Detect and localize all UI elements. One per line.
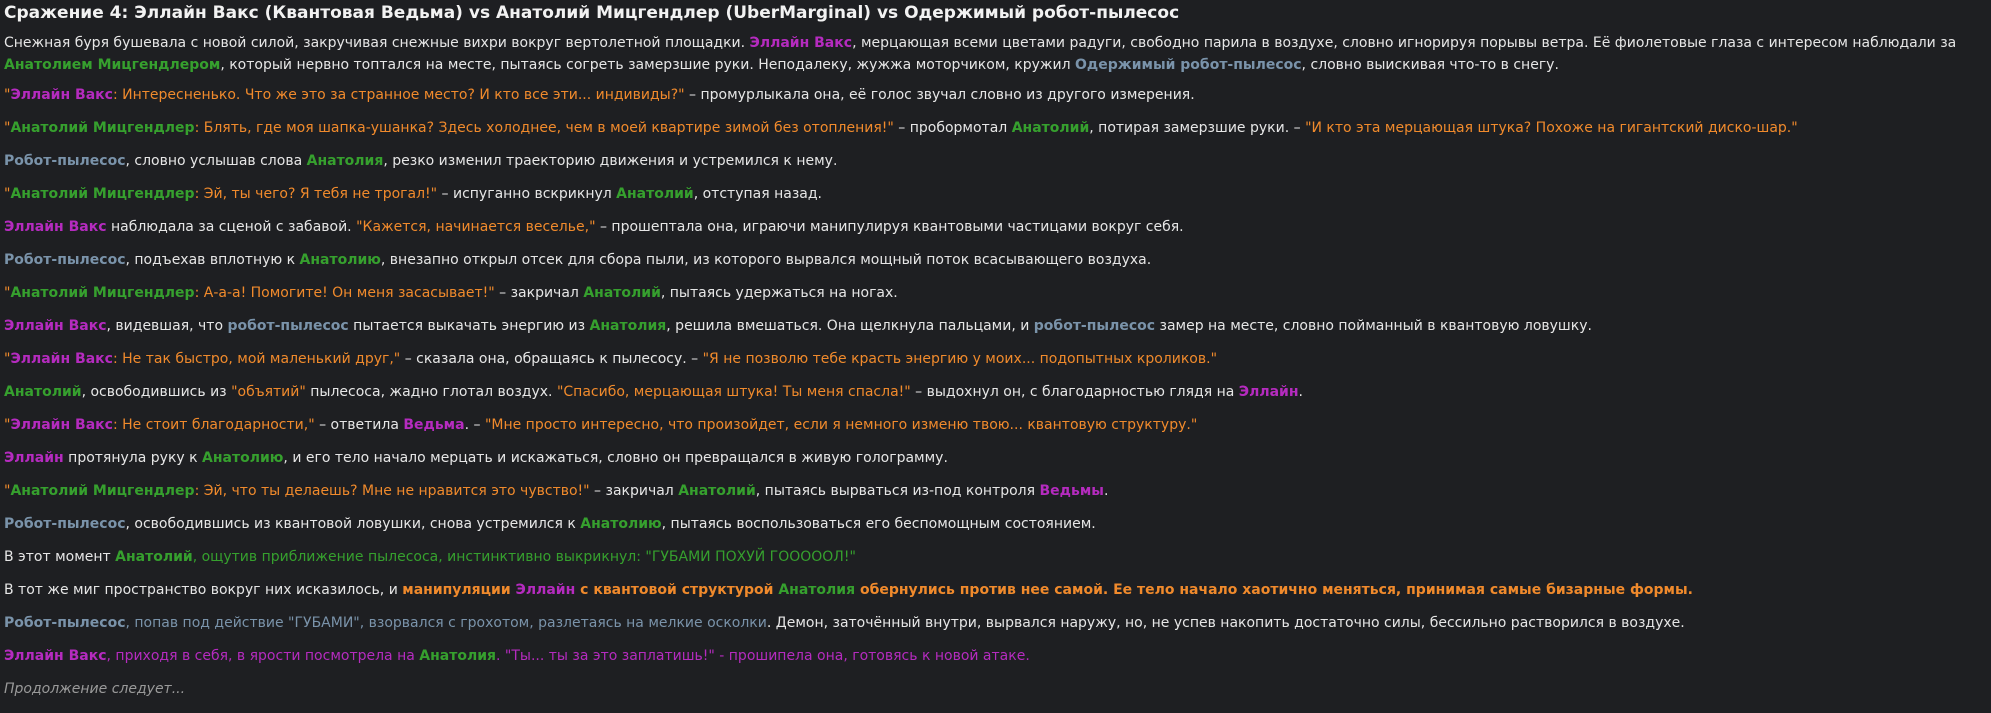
text-segment: , видевшая, что [106,318,228,334]
dialogue-text: : Не стоит благодарности," [112,417,315,433]
story-paragraph [4,249,1987,271]
dialogue-text: " [4,186,11,202]
text-segment: . – [464,417,485,433]
dialogue-text: : Эй, что ты делаешь? Мне не нравится это чувство!" [194,483,590,499]
text-segment: наблюдала за сценой с забавой. [106,219,357,235]
character-name-ellain: Эллайн Вакс [4,648,107,664]
dialogue-text: "объятий" [231,384,306,400]
story-paragraph [4,645,1987,667]
text-segment: , попав под действие "ГУБАМИ", взорвался с грохотом, разлетаясь на мелкие осколки [125,615,767,631]
text-segment: – закричал [494,285,584,301]
text-segment: , потирая замерзшие руки. – [1089,120,1306,136]
text-segment: , который нервно топтался на месте, пытаясь согреть замерзшие руки. Неподалеку, жужжа моторчиком, кружил [220,57,1076,73]
text-segment: – пробормотал [893,120,1012,136]
character-name-robot-vacuum: Робот-пылесос [4,252,126,268]
text-segment: – выдохнул он, с благодарностью глядя на [910,384,1239,400]
continuation-note: Продолжение следует... [4,681,186,697]
dialogue-text: " [4,285,11,301]
character-name-ellain: Эллайн Вакс [10,351,113,367]
story-paragraph [4,150,1987,172]
text-segment: . [1298,384,1303,400]
story-paragraph [4,414,1987,436]
character-name-anatoly: Анатолию [202,450,284,466]
text-segment: замер на месте, словно пойманный в квантовую ловушку. [1155,318,1592,334]
text-segment: – ответила [314,417,404,433]
character-name-anatoly: Анатолий [678,483,756,499]
story-paragraph [4,117,1987,139]
character-name-anatoly: Анатолием Мицгендлером [4,57,221,73]
dialogue-text: : Интересненько. Что же это за странное место? И кто все эти... индивиды?" [112,87,685,103]
text-segment: В этот момент [4,549,116,565]
dialogue-text: : А-а-а! Помогите! Он меня засасывает!" [194,285,495,301]
text-segment: – испуганно вскрикнул [437,186,617,202]
character-name-robot-vacuum: робот-пылесос [1033,318,1156,334]
text-segment: – прошептала она, играючи манипулируя квантовыми частицами вокруг себя. [595,219,1184,235]
dialogue-text: " [4,351,11,367]
character-name-anatoly: Анатолий [616,186,694,202]
character-name-anatoly: Анатолий [583,285,661,301]
character-name-ellain: Эллайн Вакс [10,417,113,433]
text-segment: пытается выкачать энергию из [348,318,590,334]
character-name-robot-vacuum: Робот-пылесос [4,516,126,532]
character-name-robot-vacuum: робот-пылесос [227,318,349,334]
character-name-anatoly: Анатолий Мицгендлер [10,120,195,136]
dialogue-text: манипуляции [402,582,516,598]
character-name-robot-vacuum: Робот-пылесос [4,615,126,631]
story-paragraph [4,546,1987,568]
text-segment: , решила вмешаться. Она щелкнула пальцами, и [666,318,1034,334]
text-segment: , подъехав вплотную к [125,252,300,268]
character-name-ellain: Эллайн Вакс [4,318,107,334]
text-segment: . [1103,483,1109,499]
text-segment: Снежная буря бушевала с новой силой, закручивая снежные вихри вокруг вертолетной площадки. [4,35,750,51]
character-name-ellain: Эллайн Вакс [4,219,107,235]
text-segment: . "Ты... ты за это заплатишь!" - прошипела она, готовясь к новой атаке. [496,648,1030,664]
page-title: Сражение 4: Эллайн Вакс (Квантовая Ведьма) vs Анатолий Мицгендлер (UberMarginal) vs Одержимый робот-пылесос [4,3,1180,23]
text-segment: , отступая назад. [693,186,822,202]
text-segment: . Демон, заточённый внутри, вырвался наружу, но, не успев накопить достаточно силы, бессильно растворился в воздухе. [766,615,1685,631]
character-name-anatoly: Анатолию [299,252,381,268]
text-segment: , пытаясь удержаться на ногах. [660,285,898,301]
character-name-anatoly: Анатолию [580,516,662,532]
dialogue-text: : Блять, где моя шапка-ушанка? Здесь холоднее, чем в моей квартире зимой без отопления!" [194,120,894,136]
text-segment: , резко изменил траекторию движения и устремился к нему. [383,153,838,169]
story-paragraph [4,282,1987,304]
story-paragraph [4,612,1987,634]
story-body [4,32,1987,667]
story-paragraph [4,348,1987,370]
character-name-ellain: Эллайн [1238,384,1299,400]
character-name-ellain: Эллайн [515,582,576,598]
character-name-anatoly: Анатолий Мицгендлер [10,483,195,499]
text-segment: , внезапно открыл отсек для сбора пыли, из которого вырвался мощный поток всасывающего воздуха. [380,252,1152,268]
dialogue-text: " [4,87,11,103]
story-paragraph [4,579,1987,601]
character-name-anatoly: Анатолий Мицгендлер [10,186,195,202]
text-segment: В тот же миг пространство вокруг них исказилось, и [4,582,403,598]
text-segment: , и его тело начало мерцать и искажаться, словно он превращался в живую голограмму. [283,450,948,466]
text-segment: , освободившись из квантовой ловушки, снова устремился к [125,516,581,532]
dialogue-text: "И кто эта мерцающая штука? Похоже на гигантский диско-шар." [1305,120,1798,136]
character-name-ellain: Эллайн Вакс [10,87,113,103]
story-paragraph [4,216,1987,238]
dialogue-text: " [4,120,11,136]
text-segment: , ощутив приближение пылесоса, инстинктивно выкрикнул: "ГУБАМИ ПОХУЙ ГОООООЛ!" [192,549,856,565]
story-paragraph [4,315,1987,337]
text-segment: , пытаясь воспользоваться его беспомощным состоянием. [661,516,1096,532]
story-paragraph [4,32,1987,76]
character-name-anatoly: Анатолий [115,549,193,565]
text-segment: протянула руку к [63,450,203,466]
dialogue-text: : Не так быстро, мой маленький друг," [112,351,401,367]
text-segment: , словно выискивая что-то в снегу. [1301,57,1559,73]
character-name-anatoly: Анатолий [1011,120,1090,136]
character-name-ellain: Ведьма [403,417,465,433]
text-segment: , мерцающая всеми цветами радуги, свободно парила в воздухе, словно игнорируя порывы ветра. Её фиолетовые глаза с интересом наблюдали за [852,35,1957,51]
story-paragraph [4,513,1987,535]
character-name-ellain: Эллайн [4,450,64,466]
dialogue-text: с квантовой структурой [575,582,779,598]
character-name-anatoly: Анатолия [306,153,384,169]
character-name-anatoly: Анатолий [4,384,82,400]
dialogue-text: " [4,483,11,499]
character-name-anatoly: Анатолия [778,582,856,598]
text-segment: – закричал [589,483,679,499]
text-segment: пылесоса, жадно глотал воздух. [305,384,557,400]
text-segment: – сказала она, обращаясь к пылесосу. – [400,351,703,367]
text-segment: – промурлыкала она, её голос звучал словно из другого измерения. [684,87,1195,103]
story-paragraph [4,381,1987,403]
dialogue-text: "Кажется, начинается веселье," [356,219,596,235]
dialogue-text: "Мне просто интересно, что произойдет, если я немного изменю твою... квантовую структуру." [484,417,1198,433]
character-name-anatoly: Анатолий Мицгендлер [10,285,195,301]
story-paragraph [4,84,1987,106]
dialogue-text: обернулись против нее самой. Ее тело начало хаотично меняться, принимая самые бизарные формы. [855,582,1693,598]
story-paragraph [4,183,1987,205]
dialogue-text: "Я не позволю тебе красть энергию у моих... подопытных кроликов." [702,351,1218,367]
character-name-robot-vacuum: Одержимый робот-пылесос [1075,57,1302,73]
character-name-anatoly: Анатолия [589,318,667,334]
character-name-anatoly: Анатолия [419,648,497,664]
text-segment: , освободившись из [81,384,232,400]
dialogue-text: "Спасибо, мерцающая штука! Ты меня спасла!" [556,384,911,400]
dialogue-text: : Эй, ты чего? Я тебя не трогал!" [194,186,438,202]
story-paragraph [4,480,1987,502]
character-name-ellain: Ведьмы [1039,483,1104,499]
text-segment: , словно услышав слова [125,153,307,169]
story-paragraph [4,447,1987,469]
text-segment: , пытаясь вырваться из-под контроля [755,483,1040,499]
character-name-robot-vacuum: Робот-пылесос [4,153,126,169]
dialogue-text: " [4,417,11,433]
character-name-ellain: Эллайн Вакс [749,35,853,51]
text-segment: , приходя в себя, в ярости посмотрела на [106,648,420,664]
